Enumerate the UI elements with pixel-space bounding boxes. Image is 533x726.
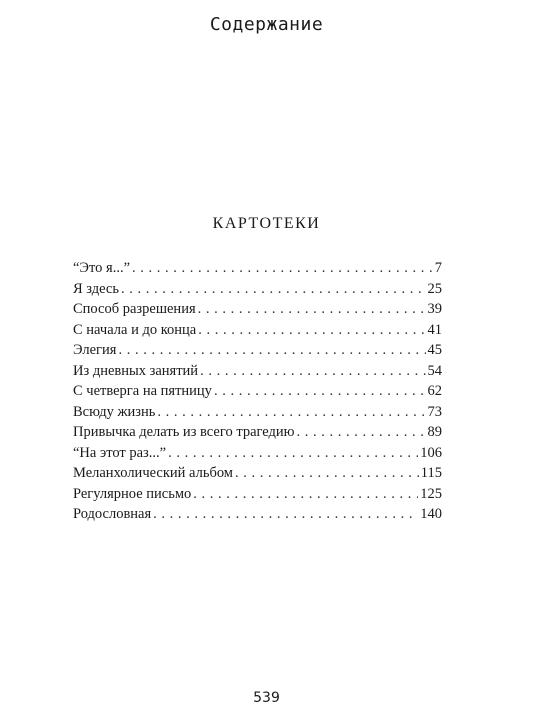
toc-entry[interactable] (73, 381, 442, 402)
page-title: Содержание (209, 14, 324, 35)
toc-entry-title: Всюду жизнь (73, 403, 156, 420)
toc-entry[interactable] (73, 422, 442, 443)
toc-entry-page: 106 (420, 444, 442, 461)
toc-leader-dots (198, 320, 425, 341)
toc-entry-title: Элегия (73, 342, 117, 358)
toc-leader-dots (121, 279, 426, 300)
toc-leader-dots (297, 422, 426, 443)
toc-entry-page: 7 (434, 260, 442, 276)
toc-entry-page: 115 (420, 465, 442, 481)
toc-leader-dots (157, 402, 425, 423)
toc-entry[interactable] (73, 443, 442, 464)
toc-leader-dots (200, 361, 425, 382)
toc-entry-page: 45 (427, 342, 442, 358)
toc-entry-title: С начала и до конца (73, 321, 197, 338)
toc-entry-page: 25 (427, 280, 442, 297)
toc-leader-dots (235, 463, 419, 484)
toc-entry-page: 140 (420, 506, 442, 522)
toc-entry-page: 89 (427, 424, 442, 440)
toc-entry[interactable] (73, 320, 442, 341)
toc-entry-title: Я здесь (73, 280, 119, 297)
toc-leader-dots (214, 381, 426, 402)
section-title: КАРТОТЕКИ (212, 215, 321, 232)
toc-entry-title: Способ разрешения (73, 301, 196, 317)
toc-entry-title: “На этот раз...” (73, 444, 167, 461)
toc-entry-title: Из дневных занятий (73, 362, 199, 379)
page-number: 539 (253, 690, 280, 706)
toc-entry-title: “Это я...” (73, 260, 131, 276)
table-of-contents (73, 258, 442, 525)
toc-entry[interactable] (73, 258, 442, 279)
toc-entry[interactable] (73, 484, 442, 505)
toc-entry[interactable] (73, 402, 442, 423)
toc-entry-title: Регулярное письмо (73, 485, 192, 502)
toc-entry-page: 54 (427, 362, 442, 379)
toc-entry-title: С четверга на пятницу (73, 383, 212, 399)
toc-entry-title: Меланхолический альбом (73, 465, 233, 481)
toc-entry[interactable] (73, 361, 442, 382)
toc-entry-title: Родословная (73, 506, 152, 522)
toc-entry-page: 41 (427, 321, 442, 338)
toc-entry[interactable] (73, 299, 442, 320)
toc-leader-dots (132, 258, 433, 279)
toc-entry-page: 73 (427, 403, 442, 420)
toc-entry[interactable] (73, 279, 442, 300)
toc-entry-page: 62 (427, 383, 442, 399)
toc-leader-dots (118, 340, 425, 361)
toc-entry[interactable] (73, 463, 442, 484)
toc-leader-dots (193, 484, 418, 505)
toc-leader-dots (153, 504, 418, 525)
toc-entry[interactable] (73, 504, 442, 525)
toc-entry[interactable] (73, 340, 442, 361)
toc-leader-dots (198, 299, 426, 320)
toc-entry-page: 125 (420, 485, 442, 502)
toc-leader-dots (168, 443, 418, 464)
toc-entry-page: 39 (427, 301, 442, 317)
toc-entry-title: Привычка делать из всего трагедию (73, 424, 295, 440)
